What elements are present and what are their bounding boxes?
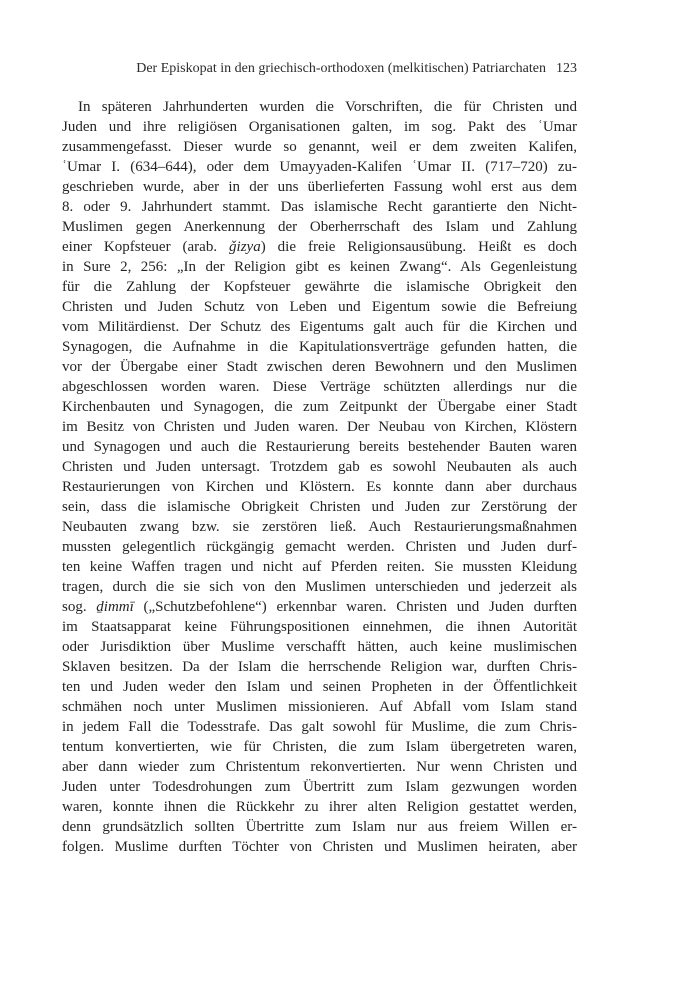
text-line: zusammengefasst. Dieser wurde so genannt, weil er dem zweiten Kalifen, — [62, 139, 577, 155]
text-line: denn grundsätzlich sollten Übertritte zum Islam nur aus freiem Willen er- — [62, 819, 577, 835]
text-line: einer Kopfsteuer (arab. ǧizya) die freie Religionsausübung. Heißt es doch — [62, 239, 577, 255]
text-line: Juden unter Todesdrohungen zum Übertritt zum Islam gezwungen worden — [62, 779, 577, 795]
text-line: vor der Übergabe einer Stadt zwischen deren Bewohnern und den Muslimen — [62, 359, 577, 375]
text-line: in Sure 2, 256: „In der Religion gibt es keinen Zwang“. Als Gegenleistung — [62, 259, 577, 275]
text-line: ʿUmar I. (634–644), oder dem Umayyaden-Kalifen ʿUmar II. (717–720) zu- — [62, 159, 577, 175]
text-line: oder Jurisdiktion über Muslime verschafft hätten, auch keine muslimischen — [62, 639, 577, 655]
text-line: 8. oder 9. Jahrhundert stammt. Das islamische Recht garantierte den Nicht- — [62, 199, 577, 215]
body-text — [62, 97, 577, 857]
text-line: Restaurierungen von Kirchen und Klöstern. Es konnte dann aber durchaus — [62, 479, 577, 495]
text-line: ten keine Waffen tragen und nicht auf Pferden reiten. Sie mussten Kleidung — [62, 559, 577, 575]
text-line: ten und Juden weder den Islam und seinen Propheten in der Öffentlichkeit — [62, 679, 577, 695]
text-line: Kirchenbauten und Synagogen, die zum Zeitpunkt der Übergabe einer Stadt — [62, 399, 577, 415]
running-header — [62, 60, 577, 77]
text-line: folgen. Muslime durften Töchter von Christen und Muslimen heiraten, aber — [62, 839, 577, 855]
text-line: aber dann wieder zum Christentum rekonvertierten. Nur wenn Christen und — [62, 759, 577, 775]
text-line: waren, konnte ihnen die Rückkehr zu ihrer alten Religion gestattet werden, — [62, 799, 577, 815]
text-line: Muslimen gegen Anerkennung der Oberherrschaft des Islam und Zahlung — [62, 219, 577, 235]
text-line: Juden und ihre religiösen Organisationen galten, im sog. Pakt des ʿUmar — [62, 119, 577, 135]
text-line: und Synagogen und auch die Restaurierung bereits bestehender Bauten waren — [62, 439, 577, 455]
text-line: geschrieben wurde, aber in der uns überlieferten Fassung wohl erst aus dem — [62, 179, 577, 195]
text-line: vom Militärdienst. Der Schutz des Eigentums galt auch für die Kirchen und — [62, 319, 577, 335]
page-number: 123 — [556, 61, 577, 76]
text-line: im Staatsapparat keine Führungspositionen einnehmen, die ihnen Autorität — [62, 619, 577, 635]
text-line: Synagogen, die Aufnahme in die Kapitulationsverträge gefunden hatten, die — [62, 339, 577, 355]
text-line: Sklaven besitzen. Da der Islam die herrschende Religion war, durften Chris- — [62, 659, 577, 675]
text-line: mussten gelegentlich rückgängig gemacht werden. Christen und Juden durf- — [62, 539, 577, 555]
text-line: im Besitz von Christen und Juden waren. Der Neubau von Kirchen, Klöstern — [62, 419, 577, 435]
text-line: Christen und Juden untersagt. Trotzdem gab es sowohl Neubauten als auch — [62, 459, 577, 475]
text-line: Neubauten zwang bzw. sie zerstören ließ. Auch Restaurierungsmaßnahmen — [62, 519, 577, 535]
text-line: für die Zahlung der Kopfsteuer gewährte die islamische Obrigkeit den — [62, 279, 577, 295]
running-title: Der Episkopat in den griechisch-orthodoxen (melkitischen) Patriarchaten — [136, 61, 546, 76]
text-line: sein, dass die islamische Obrigkeit Christen und Juden zur Zerstörung der — [62, 499, 577, 515]
text-line: schmähen noch unter Muslimen missionieren. Auf Abfall vom Islam stand — [62, 699, 577, 715]
text-line: sog. ḏimmī („Schutzbefohlene“) erkennbar waren. Christen und Juden durften — [62, 599, 577, 615]
text-line: tentum konvertierten, wie für Christen, die zum Islam übergetreten waren, — [62, 739, 577, 755]
text-line: abgeschlossen worden waren. Diese Verträge schützten allerdings nur die — [62, 379, 577, 395]
text-line: Christen und Juden Schutz von Leben und Eigentum sowie die Befreiung — [62, 299, 577, 315]
text-line: tragen, durch die sie sich von den Muslimen unterschieden und jederzeit als — [62, 579, 577, 595]
text-line: in jedem Fall die Todesstrafe. Das galt sowohl für Muslime, die zum Chris- — [62, 719, 577, 735]
text-line: In späteren Jahrhunderten wurden die Vorschriften, die für Christen und — [78, 99, 577, 115]
